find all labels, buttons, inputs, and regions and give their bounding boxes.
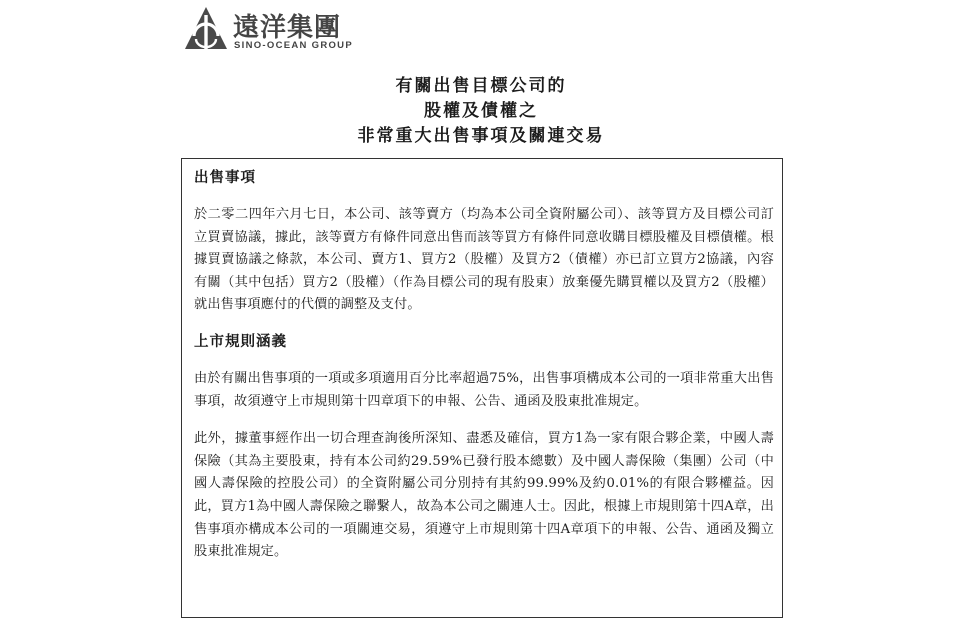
summary-content (194, 168, 774, 579)
paragraph-listing-rules-2: 此外，據董事經作出一切合理查詢後所深知、盡悉及確信，買方1為一家有限合夥企業，中國人壽保險（其為主要股東，持有本公司約29.59%已發行股本總數）及中國人壽保險（集團）公司（中國人壽保險的控股公司）的全資附屬公司分別持有其約99.99%及約0.01%的有限合夥權益。因此，買方1為中國人壽保險之聯繫人，故為本公司之關連人士。因此，根據上市規則第十四A章，出售事項亦構成本公司的一項關連交易，須遵守上市規則第十四A章項下的申報、公告、通函及獨立股東批准規定。 (194, 431, 774, 560)
title-line-3: 非常重大出售事項及關連交易 (357, 126, 605, 146)
title-line-2: 股權及債權之 (424, 101, 538, 121)
company-name-en: SINO-OCEAN GROUP (234, 40, 353, 51)
company-name-cn: 遠洋集團 (233, 13, 342, 43)
paragraph-disposal: 於二零二四年六月七日，本公司、該等賣方（均為本公司全資附屬公司）、該等買方及目標公司訂立買賣協議，據此，該等賣方有條件同意出售而該等買方有條件同意收購目標股權及目標債權。根據買賣協議之條款，本公司、賣方1、買方2（股權）及買方2（債權）亦已訂立買方2協議，內容有關（其中包括）買方2（股權）（作為目標公司的現有股東）放棄優先購買權以及買方2（股權）就出售事項應付的代價的調整及支付。 (194, 207, 774, 313)
sino-ocean-logo-icon (183, 5, 229, 51)
title-line-1: 有關出售目標公司的 (395, 76, 567, 96)
company-logo (183, 5, 373, 53)
paragraph-listing-rules-1: 由於有關出售事項的一項或多項適用百分比率超過75%，出售事項構成本公司的一項非常重大出售事項，故須遵守上市規則第十四章項下的申報、公告、通函及股東批准規定。 (194, 370, 774, 409)
announcement-title (0, 74, 962, 149)
section-heading-disposal: 出售事項 (194, 170, 256, 186)
section-heading-listing-rules: 上市規則涵義 (194, 333, 287, 350)
